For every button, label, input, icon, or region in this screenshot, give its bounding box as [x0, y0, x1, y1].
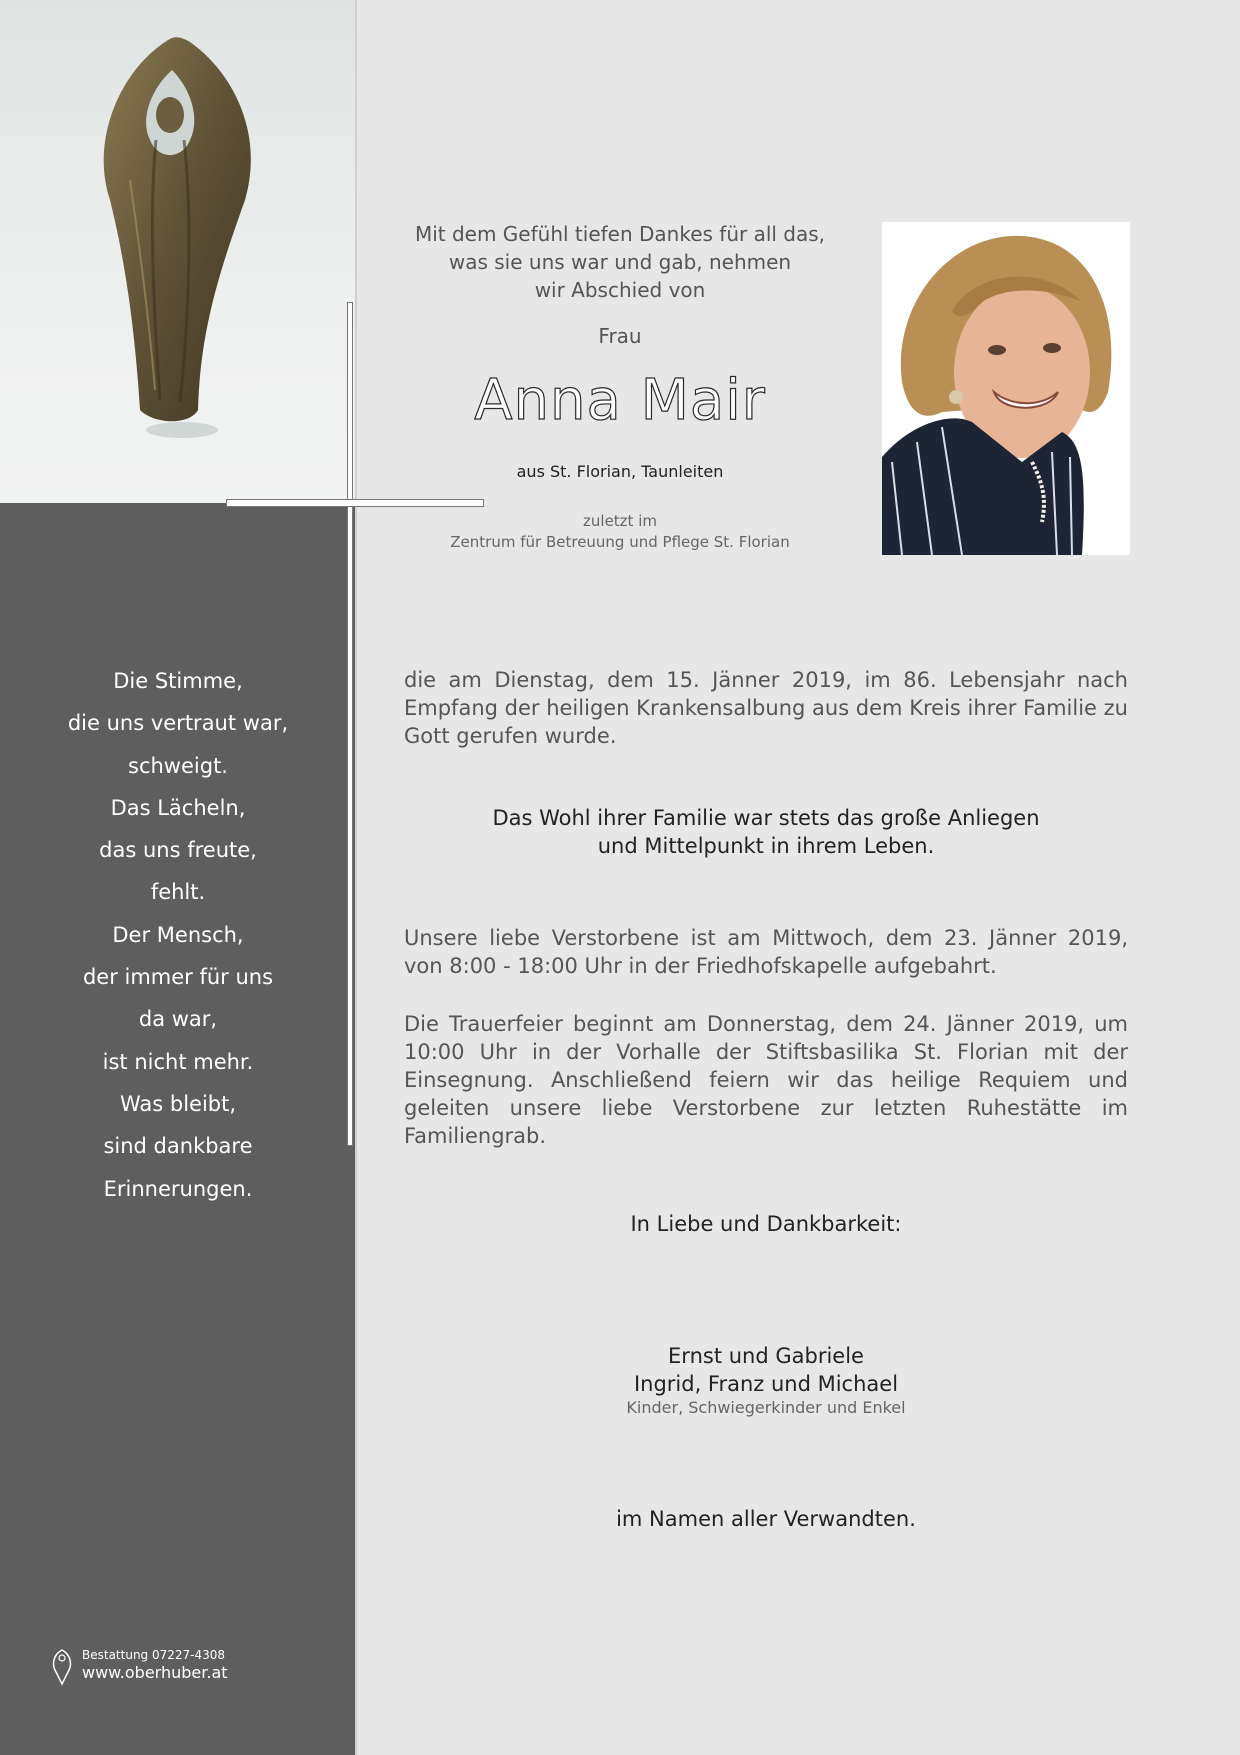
poem-line: Erinnerungen. — [103, 1176, 253, 1201]
mourners — [404, 1342, 1128, 1398]
intro-line: Mit dem Gefühl tiefen Dankes für all das, — [414, 222, 826, 246]
poem-line: die uns vertraut war, — [67, 711, 289, 736]
cross-horizontal-bar — [226, 499, 484, 507]
divider-line — [355, 0, 357, 1755]
portrait-photo — [882, 222, 1130, 555]
poem-line: Der Mensch, — [112, 922, 244, 947]
signoff: im Namen aller Verwandten. — [616, 1507, 916, 1531]
angel-logo-icon — [48, 1646, 76, 1686]
poem-line: Was bleibt, — [119, 1091, 237, 1116]
poem-line: Die Stimme, — [113, 669, 243, 693]
angel-sculpture-image — [80, 30, 260, 450]
origin: aus St. Florian, Taunleiten — [516, 462, 724, 481]
quote-line: Das Wohl ihrer Familie war stets das große Anliegen — [492, 806, 1040, 830]
viewing-paragraph: Unsere liebe Verstorbene ist am Mittwoch, dem 23. Jänner 2019, von 8:00 - 18:00 Uhr in der Friedhofskapelle aufgebahrt. — [404, 926, 1128, 978]
funeral-paragraph: Die Trauerfeier beginnt am Donnerstag, dem 24. Jänner 2019, um 10:00 Uhr in der Vorhalle der Stiftsbasilika St. Florian mit der Einsegnung. Anschließend feiern wir das heilige Requiem und geleiten unsere liebe Verstorbene zur letzten Ruhestätte im Familiengrab. — [404, 1012, 1128, 1148]
family-quote — [404, 804, 1128, 860]
deceased-name: Anna Mair — [474, 368, 766, 433]
undertaker-logo — [48, 1646, 288, 1686]
poem-line: sind dankbare — [103, 1134, 253, 1159]
poem-line: schweigt. — [128, 753, 228, 778]
poem-line: da war, — [138, 1007, 218, 1032]
undertaker-website[interactable]: www.oberhuber.at — [82, 1663, 228, 1682]
mourners-line: Ingrid, Franz und Michael — [633, 1372, 899, 1396]
salutation: Frau — [598, 324, 642, 348]
poem — [20, 660, 336, 1210]
quote-line: und Mittelpunkt in ihrem Leben. — [597, 834, 935, 858]
poem-line: der immer für uns — [82, 965, 274, 990]
poem-line: das uns freute, — [99, 838, 257, 863]
poem-line: Das Lächeln, — [110, 795, 246, 820]
intro-text — [390, 220, 850, 304]
death-paragraph: die am Dienstag, dem 15. Jänner 2019, im 86. Lebensjahr nach Empfang der heiligen Krankensalbung aus dem Kreis ihrer Familie zu Gott gerufen wurde. — [404, 668, 1128, 748]
portrait-image — [882, 222, 1130, 555]
last-residence-label: zuletzt im — [583, 512, 657, 530]
poem-line: fehlt. — [150, 880, 206, 905]
intro-line: was sie uns war und gab, nehmen — [448, 250, 792, 274]
closing-line: In Liebe und Dankbarkeit: — [630, 1212, 902, 1236]
undertaker-phone: Bestattung 07227-4308 — [82, 1648, 226, 1662]
cross-vertical-bar — [347, 302, 353, 1146]
mourners-relation: Kinder, Schwiegerkinder und Enkel — [626, 1398, 906, 1417]
poem-line: ist nicht mehr. — [102, 1049, 254, 1074]
intro-line: wir Abschied von — [534, 278, 706, 302]
last-residence-place: Zentrum für Betreuung und Pflege St. Florian — [450, 533, 790, 551]
mourners-line: Ernst und Gabriele — [668, 1344, 864, 1368]
angel-image-panel — [0, 0, 356, 503]
